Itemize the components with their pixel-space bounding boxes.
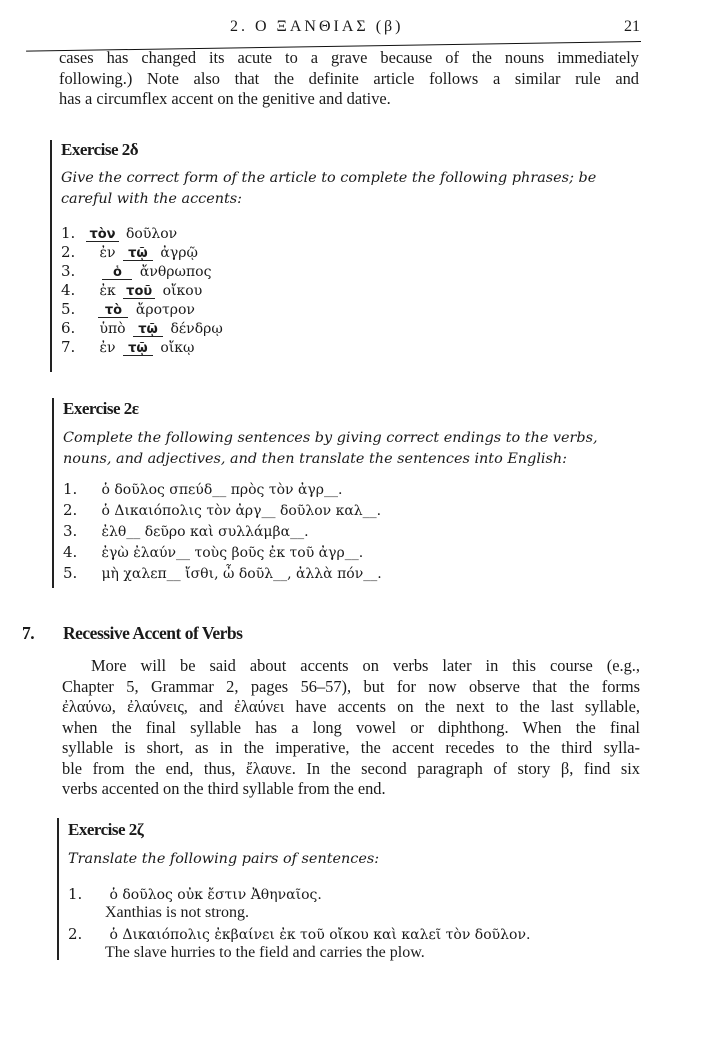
greek-sentence: ὁ δοῦλος σπεύδ__ πρὸς τὸν ἀγρ__. xyxy=(101,482,343,498)
handwritten-answer: τὸν xyxy=(86,228,118,242)
greek-word: ὑπὸ xyxy=(99,321,126,337)
greek-sentence: ὁ Δικαιόπολις τὸν ἀργ__ δοῦλον καλ__. xyxy=(101,503,382,519)
exercise-title: Exercise 2ζ xyxy=(68,820,144,839)
english-sentence: The slave hurries to the field and carries the plow. xyxy=(105,944,425,961)
paragraph-line: when the final syllable has a long vowel or diphthong. When the final xyxy=(62,717,640,737)
greek-word: ἄροτρον xyxy=(135,302,195,318)
running-title: 2. Ο ΞΑΝΘΙΑΣ (β) xyxy=(230,18,404,35)
exercise-item xyxy=(63,480,342,498)
exercise-instructions xyxy=(61,168,641,210)
exercise-2e xyxy=(52,398,654,588)
english-sentence: Xanthias is not strong. xyxy=(105,904,249,921)
paragraph-line: has a circumflex accent on the genitive and dative. xyxy=(59,89,391,108)
greek-word: ἐν xyxy=(99,340,116,356)
exercise-item xyxy=(61,281,202,299)
greek-word: ἄνθρωπος xyxy=(139,264,212,280)
section-heading xyxy=(22,623,242,644)
greek-sentence: μὴ χαλεπ__ ἴσθι, ὦ δοῦλ__, ἀλλὰ πόν__. xyxy=(101,566,382,582)
handwritten-answer: τῷ xyxy=(123,247,153,261)
section-7-body xyxy=(62,656,640,800)
greek-sentence: ὁ δοῦλος οὐκ ἔστιν Ἀθηναῖος. xyxy=(109,887,322,903)
item-number: 5. xyxy=(63,564,78,582)
instruction-line: Give the correct form of the article to complete the following phrases; be xyxy=(61,170,597,186)
paragraph-line: following.) Note also that the definite article follows a similar rule and xyxy=(59,68,639,88)
exercise-item xyxy=(68,885,322,903)
exercise-instructions xyxy=(68,849,648,870)
item-number: 1. xyxy=(63,480,78,498)
exercise-item xyxy=(63,501,381,519)
exercise-2z xyxy=(57,818,659,960)
greek-word: οἴκῳ xyxy=(160,340,195,356)
greek-sentence: ἐλθ__ δεῦρο καὶ συλλάμβα__. xyxy=(101,524,309,540)
greek-word: ἀγρῷ xyxy=(160,245,198,261)
exercise-instructions xyxy=(63,428,643,470)
item-number: 6. xyxy=(61,319,76,337)
item-number: 1. xyxy=(61,224,76,242)
exercise-item xyxy=(61,262,211,280)
paragraph-line: More will be said about accents on verbs later in this course (e.g., xyxy=(91,656,640,675)
item-number: 7. xyxy=(61,338,76,356)
section-number: 7. xyxy=(22,623,35,643)
intro-paragraph xyxy=(59,48,639,110)
greek-sentence: ἐγὼ ἐλαύν__ τοὺς βοῦς ἐκ τοῦ ἀγρ__. xyxy=(101,545,364,561)
instruction-line: Translate the following pairs of sentences: xyxy=(68,851,380,867)
greek-word: ἐν xyxy=(99,245,116,261)
exercise-title: Exercise 2ε xyxy=(63,399,139,418)
exercise-2d xyxy=(50,140,652,372)
instruction-line: Complete the following sentences by giving correct endings to the verbs, xyxy=(63,430,598,446)
item-number: 3. xyxy=(63,522,78,540)
exercise-item xyxy=(63,543,363,561)
paragraph-line: cases has changed its acute to a grave because of the nouns immediately xyxy=(59,48,639,67)
instruction-line: nouns, and adjectives, and then translate the sentences into English: xyxy=(63,451,568,467)
item-number: 2. xyxy=(68,925,83,943)
handwritten-answer: τῷ xyxy=(123,342,153,356)
handwritten-answer: ὁ xyxy=(102,266,132,280)
paragraph-line: ble from the end, thus, ἔλαυνε. In the second paragraph of story β, find six xyxy=(62,758,640,778)
greek-word: δοῦλον xyxy=(126,226,178,242)
exercise-item xyxy=(68,925,530,943)
exercise-item xyxy=(61,300,195,318)
section-title: Recessive Accent of Verbs xyxy=(63,623,243,643)
item-number: 4. xyxy=(61,281,76,299)
item-number: 5. xyxy=(61,300,76,318)
item-number: 2. xyxy=(61,243,76,261)
exercise-item xyxy=(61,224,177,242)
greek-word: δένδρῳ xyxy=(170,321,223,337)
paragraph-line: Chapter 5, Grammar 2, pages 56–57), but for now observe that the forms xyxy=(62,676,640,696)
item-number: 2. xyxy=(63,501,78,519)
paragraph-line: syllable is short, as in the imperative, the accent recedes to the third sylla- xyxy=(62,738,640,757)
greek-word: ἐκ xyxy=(99,283,116,299)
handwritten-answer: τὸ xyxy=(98,304,128,318)
item-number: 3. xyxy=(61,262,76,280)
exercise-item xyxy=(61,338,194,356)
exercise-title: Exercise 2δ xyxy=(61,140,139,159)
exercise-item xyxy=(63,564,382,582)
page-number: 21 xyxy=(624,18,640,35)
greek-sentence: ὁ Δικαιόπολις ἐκβαίνει ἐκ τοῦ οἴκου καὶ καλεῖ τὸν δοῦλον. xyxy=(109,927,531,943)
handwritten-answer: τοῦ xyxy=(123,285,155,299)
exercise-item xyxy=(61,319,223,337)
item-number: 4. xyxy=(63,543,78,561)
instruction-line: careful with the accents: xyxy=(61,191,242,207)
exercise-item xyxy=(63,522,309,540)
item-number: 1. xyxy=(68,885,83,903)
greek-word: οἴκου xyxy=(162,283,203,299)
handwritten-answer: τῷ xyxy=(133,323,163,337)
exercise-item xyxy=(61,243,198,261)
paragraph-line: ἐλαύνω, ἐλαύνεις, and ἐλαύνει have accents on the next to the last syllable, xyxy=(62,697,640,716)
paragraph-line: verbs accented on the third syllable from the end. xyxy=(62,779,386,798)
